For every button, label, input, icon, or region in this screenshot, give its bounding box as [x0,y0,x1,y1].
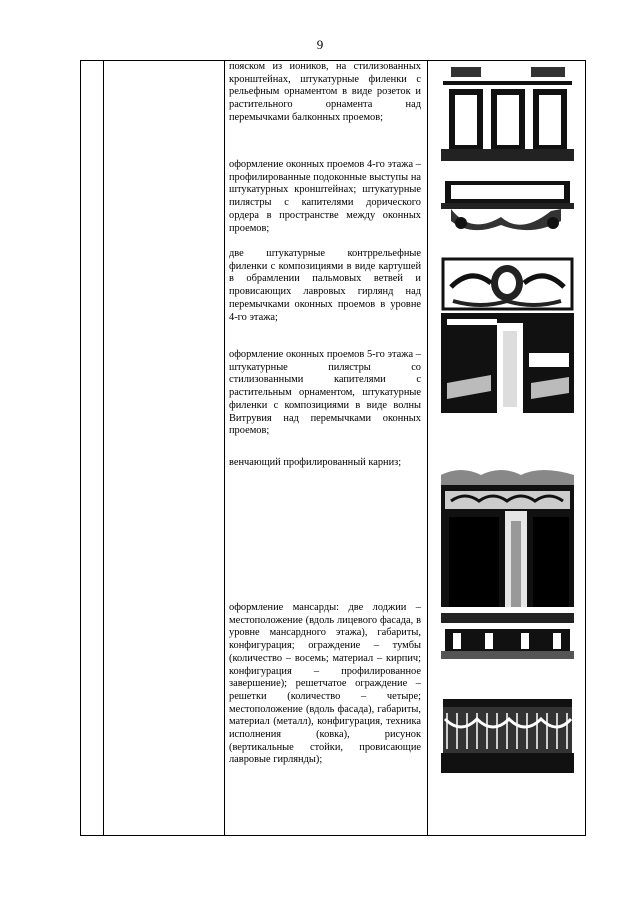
paragraph-cornice: венчающий профилированный карниз; [229,457,402,468]
description-table [80,60,586,836]
paragraph-4th-floor-panels: две штукатурные контррельефные филенки с композициями в виде картушей в обрамлении пальмовых ветвей и провисающих лавровых гирлянд над перемычками оконных проемов в уровне 4-го этажа; [229,248,421,323]
facade-photo-sill-brackets [441,177,574,237]
page-number: 9 [316,37,324,52]
paragraph-balcony-panels: пояском из иоников, на стилизованных кронштейнах, штукатурные филенки с рельефным орнаментом в виде розеток и растительного орнамента над перемычками балконных проемов; [229,61,421,123]
facade-photo-cartouche [441,257,574,311]
facade-photo-railing [441,693,574,773]
paragraph-5th-floor-windows: оформление оконных проемов 5-го этажа – штукатурные пилястры со стилизованными капителями с растительным орнаментом, штукатурные филенки с композициями в виде волны Витрувия над перемычками оконных проемов; [229,349,421,437]
column-divider [427,61,428,835]
paragraph-4th-floor-windows: оформление оконных проемов 4-го этажа – профилированные подоконные выступы на штукатурных кронштейнах; штукатурные пилястры с капителями дорического ордера в пространстве между оконных проемов; [229,159,421,234]
facade-photo-balconies [441,63,574,161]
column-divider [224,61,225,835]
column-divider [103,61,104,835]
paragraph-mansard: оформление мансарды: две лоджии – местоположение (вдоль лицевого фасада, в уровне мансардного этажа), габариты, конфигурация; ограждение – тумбы (количество – восемь; материал – кирпич; конфигурация – профилированное завершение); решетчатое ограждение – решетки (количество – четыре; местоположение (вдоль фасада), габариты, материал (металл), конфигурация, техника исполнения (ковка), рисунок (вертикальные стойки, провисающие лавровые гирлянды); [229,602,421,766]
facade-photo-window-pilaster [441,313,574,423]
facade-photo-mansard-loggia [441,607,574,671]
